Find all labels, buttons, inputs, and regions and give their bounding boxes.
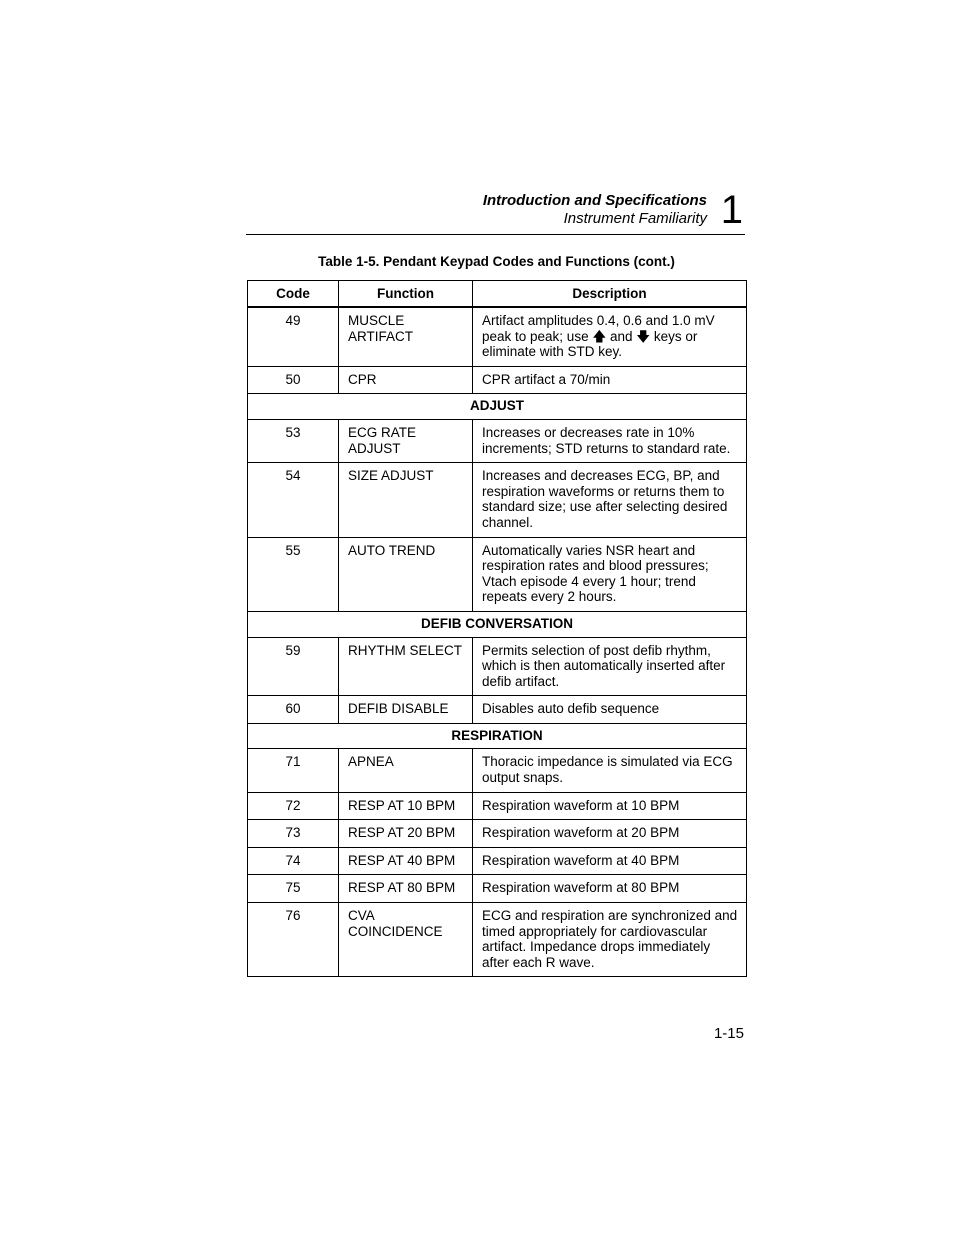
cell-description: Respiration waveform at 80 BPM — [473, 875, 747, 903]
cell-description: Respiration waveform at 20 BPM — [473, 820, 747, 848]
column-header-code: Code — [248, 281, 339, 308]
cell-function: MUSCLE ARTIFACT — [339, 307, 473, 366]
cell-description: Artifact amplitudes 0.4, 0.6 and 1.0 mV peak to peak; use 🡅 and 🡇 keys or eliminate with STD key. — [473, 307, 747, 366]
section-row — [248, 394, 747, 420]
section-heading: RESPIRATION — [248, 723, 747, 749]
cell-code: 54 — [248, 463, 339, 537]
cell-function: RESP AT 80 BPM — [339, 875, 473, 903]
cell-code: 72 — [248, 792, 339, 820]
table-row — [248, 696, 747, 724]
cell-function: RESP AT 40 BPM — [339, 847, 473, 875]
cell-function: SIZE ADJUST — [339, 463, 473, 537]
header-text — [483, 192, 707, 228]
cell-function: CPR — [339, 366, 473, 394]
keypad-codes-table — [247, 280, 747, 977]
table-header-row — [248, 281, 747, 308]
chapter-number: 1 — [720, 188, 743, 232]
table-row — [248, 903, 747, 977]
cell-function: ECG RATE ADJUST — [339, 419, 473, 462]
page-number: 1-15 — [713, 1025, 744, 1042]
table-row — [248, 749, 747, 792]
section-row — [248, 611, 747, 637]
cell-code: 49 — [248, 307, 339, 366]
cell-description: Respiration waveform at 40 BPM — [473, 847, 747, 875]
cell-description: CPR artifact a 70/min — [473, 366, 747, 394]
section-row — [248, 723, 747, 749]
cell-code: 55 — [248, 537, 339, 611]
cell-code: 53 — [248, 419, 339, 462]
table-row — [248, 307, 747, 366]
table-caption: Table 1-5. Pendant Keypad Codes and Functions (cont.) — [318, 254, 675, 269]
cell-code: 73 — [248, 820, 339, 848]
table-row — [248, 366, 747, 394]
header-subtitle: Instrument Familiarity — [563, 210, 707, 227]
cell-code: 50 — [248, 366, 339, 394]
cell-code: 74 — [248, 847, 339, 875]
cell-description: Automatically varies NSR heart and respiration rates and blood pressures; Vtach episode 4 every 1 hour; trend repeats every 2 hours. — [473, 537, 747, 611]
cell-code: 59 — [248, 637, 339, 696]
running-header — [246, 190, 745, 235]
cell-description: Respiration waveform at 10 BPM — [473, 792, 747, 820]
table-row — [248, 875, 747, 903]
table-row — [248, 537, 747, 611]
cell-description: Permits selection of post defib rhythm, which is then automatically inserted after defib artifact. — [473, 637, 747, 696]
cell-code: 76 — [248, 903, 339, 977]
cell-description: ECG and respiration are synchronized and timed appropriately for cardiovascular artifact. Impedance drops immediately after each R wave. — [473, 903, 747, 977]
section-heading: ADJUST — [248, 394, 747, 420]
table-row — [248, 792, 747, 820]
cell-description: Thoracic impedance is simulated via ECG output snaps. — [473, 749, 747, 792]
table-row — [248, 463, 747, 537]
cell-code: 75 — [248, 875, 339, 903]
table-row — [248, 847, 747, 875]
cell-description: Increases or decreases rate in 10% increments; STD returns to standard rate. — [473, 419, 747, 462]
header-title: Introduction and Specifications — [482, 192, 707, 209]
cell-description: Increases and decreases ECG, BP, and respiration waveforms or returns them to standard size; use after selecting desired channel. — [473, 463, 747, 537]
table-row — [248, 419, 747, 462]
table-row — [248, 637, 747, 696]
cell-function: RESP AT 20 BPM — [339, 820, 473, 848]
cell-function: CVA COINCIDENCE — [339, 903, 473, 977]
table-row — [248, 820, 747, 848]
cell-code: 71 — [248, 749, 339, 792]
cell-function: RESP AT 10 BPM — [339, 792, 473, 820]
cell-function: DEFIB DISABLE — [339, 696, 473, 724]
cell-function: RHYTHM SELECT — [339, 637, 473, 696]
cell-function: APNEA — [339, 749, 473, 792]
cell-function: AUTO TREND — [339, 537, 473, 611]
section-heading: DEFIB CONVERSATION — [248, 611, 747, 637]
column-header-description: Description — [473, 281, 747, 308]
column-header-function: Function — [339, 281, 473, 308]
cell-description: Disables auto defib sequence — [473, 696, 747, 724]
cell-code: 60 — [248, 696, 339, 724]
